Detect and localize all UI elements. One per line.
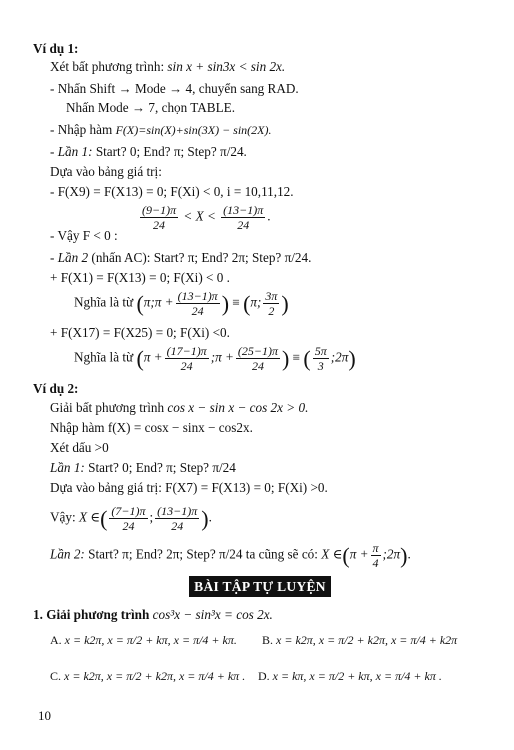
step-enter-function: - Nhập hàm F(X)=sin(X)+sin(3X) − sin(2X). (50, 122, 272, 137)
table-values-line: - F(X9) = F(X13) = 0; F(Xi) < 0, i = 10,11,12. (50, 184, 294, 199)
interval-meaning-2: Nghĩa là từ (π + $\frac{(17-1)\pi}{24}$ ;π + $\frac{(25-1)\pi}{24}$ ) ≡ ( $\frac{5\pi}{3}$ ;2π) (74, 344, 356, 373)
solution-interval-1: Vậy: X ∈( $\frac{(7-1)\pi}{24}$ ; $\frac{(13-1)\pi}{24}$ ). (50, 504, 212, 533)
exercise-banner: BÀI TẬP TỰ LUYỆN (189, 576, 331, 597)
step-second-run: - Lần 2 (nhấn AC): Start? π; End? 2π; Step? π/24. (50, 250, 312, 265)
interval-meaning-1: Nghĩa là từ (π;π + $\frac{(13-1)\pi}{24}$ ) ≡ (π; $\frac{3\pi}{2}$ ) (74, 289, 289, 318)
interval-fraction-line: $\frac{(9-1)\pi}{24}$ < X < $\frac{(13-1)\pi}{24}$ . (142, 203, 271, 232)
table-values-ex2: Dựa vào bảng giá trị: F(X7) = F(X13) = 0; F(Xi) >0. (50, 480, 328, 495)
step-first-run: - Lần 1: Start? 0; End? π; Step? π/24. (50, 144, 247, 159)
table-based-text: Dựa vào bảng giá trị: (50, 164, 162, 179)
conclusion-f-negative: - Vậy F < 0 : (50, 228, 118, 243)
second-run-2: Lần 2: Start? π; End? 2π; Step? π/24 ta cũng sẽ có: X ∈(π + $\frac{\pi}{4}$ ;2π). (50, 541, 411, 570)
option-b[interactable]: B. x = k2π, x = π/2 + k2π, x = π/4 + k2π (262, 633, 458, 647)
option-a[interactable]: A. x = k2π, x = π/2 + kπ, x = π/4 + kπ. (50, 633, 237, 647)
example-1-intro: Xét bất phương trình: sin x + sin3x < sin 2x. (50, 59, 286, 74)
example-2-intro: Giải bất phương trình cos x − sin x − cos 2x > 0. (50, 400, 309, 415)
sign-check: Xét dấu >0 (50, 440, 109, 455)
table-values-line-2: + F(X1) = F(X13) = 0; F(Xi) < 0 . (50, 270, 230, 285)
table-values-line-3: + F(X17) = F(X25) = 0; F(Xi) <0. (50, 325, 230, 340)
step-shift-mode: - Nhấn Shift → Mode → 4, chuyển sang RAD. (50, 81, 299, 96)
step-mode-table: Nhấn Mode → 7, chọn TABLE. (66, 100, 236, 115)
first-run-2: Lần 1: Start? 0; End? π; Step? π/24 (50, 460, 236, 475)
example-1-title: Ví dụ 1: (33, 41, 79, 56)
option-c[interactable]: C. x = k2π, x = π/2 + k2π, x = π/4 + kπ . (50, 669, 246, 683)
question-1: 1. Giải phương trình cos³x − sin³x = cos 2x. (33, 607, 273, 622)
enter-function-2: Nhập hàm f(X) = cosx − sinx − cos2x. (50, 420, 253, 435)
example-2-title: Ví dụ 2: (33, 381, 79, 396)
page-number: 10 (38, 708, 51, 723)
option-d[interactable]: D. x = kπ, x = π/2 + kπ, x = π/4 + kπ . (258, 669, 442, 683)
